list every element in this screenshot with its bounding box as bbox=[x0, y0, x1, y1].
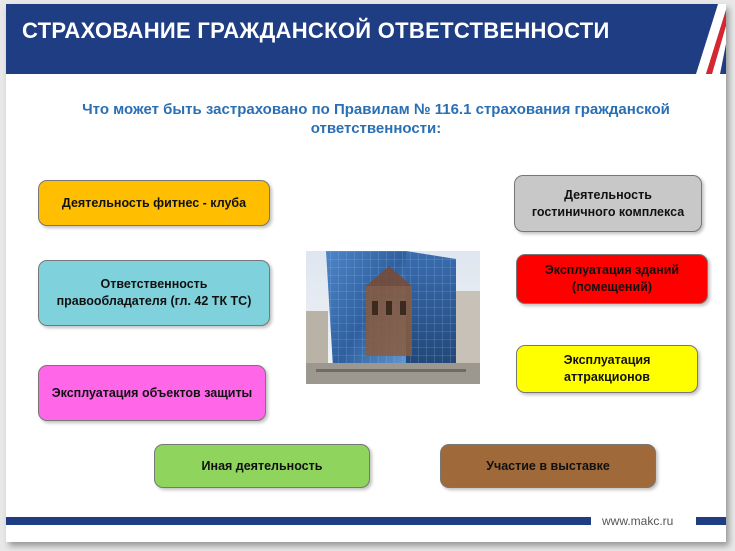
page-title: СТРАХОВАНИЕ ГРАЖДАНСКОЙ ОТВЕТСТВЕННОСТИ bbox=[22, 18, 610, 43]
brand-stripes-icon bbox=[666, 4, 726, 74]
footer-url-link[interactable]: www.makc.ru bbox=[602, 514, 674, 528]
building-photo bbox=[306, 251, 480, 384]
protection-objects-box[interactable]: Эксплуатация объектов защиты bbox=[38, 365, 266, 421]
slide-subtitle: Что может быть застраховано по Правилам № 116.1 страхования гражданской ответственности: bbox=[82, 101, 670, 137]
other-activity-box[interactable]: Иная деятельность bbox=[154, 444, 370, 488]
attractions-operation-box[interactable]: Эксплуатация аттракционов bbox=[516, 345, 698, 393]
hotel-complex-box[interactable]: Деятельность гостиничного комплекса bbox=[514, 175, 702, 232]
exhibition-box[interactable]: Участие в выставке bbox=[440, 444, 656, 488]
buildings-operation-box[interactable]: Эксплуатация зданий (помещений) bbox=[516, 254, 708, 304]
header-bar bbox=[6, 4, 726, 74]
fitness-club-box[interactable]: Деятельность фитнес - клуба bbox=[38, 180, 270, 226]
footer-bar-right bbox=[696, 517, 726, 525]
slide bbox=[6, 4, 726, 542]
rights-holder-box[interactable]: Ответственность правообладателя (гл. 42 ТК ТС) bbox=[38, 260, 270, 326]
footer-bar bbox=[6, 517, 591, 525]
